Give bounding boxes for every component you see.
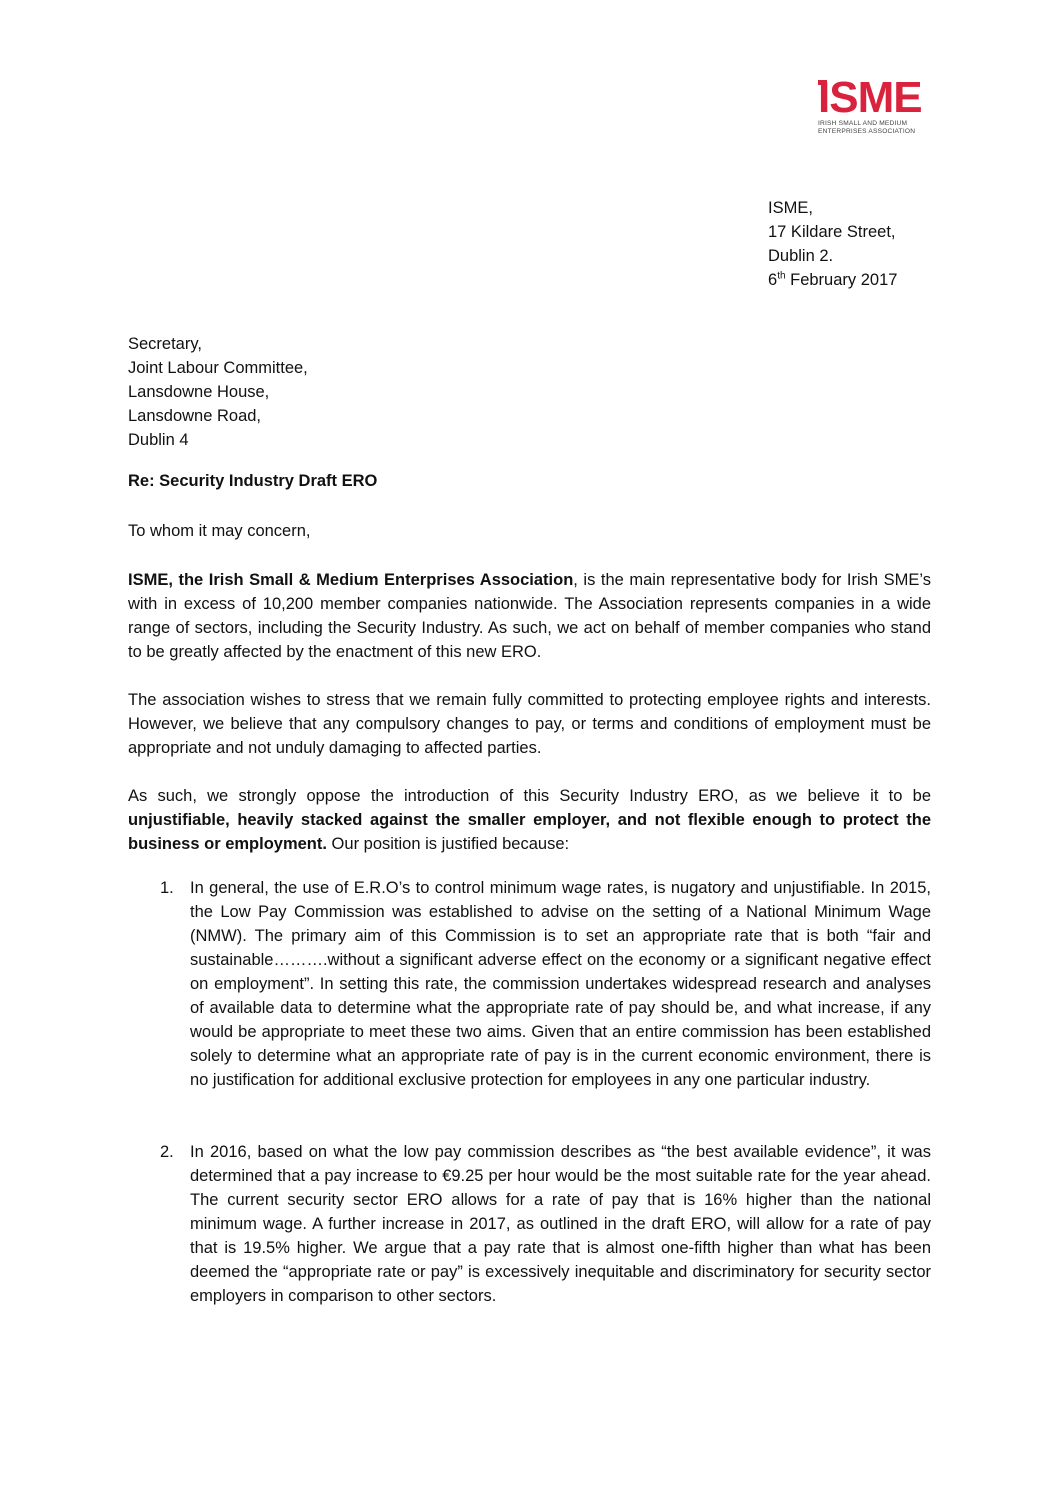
position-bold: unjustifiable, heavily stacked against the smaller employer, and not flexible enough to protect the business or employment. [128,811,931,853]
list-item-text: In general, the use of E.R.O’s to control minimum wage rates, is nugatory and unjustifiable. In 2015, the Low Pay Commission was established to advise on the setting of a National Minimum Wage (NMW). The primary aim of this Commission is to set an appropriate rate that is both “fair and sustainable……….without a significant adverse effect on the economy or a significant negative effect on employment”. In setting this rate, the commission undertakes widespread research and analyses of available data to determine what the appropriate rate of pay should be, and what increase, if any would be appropriate to meet these two aims. Given that an entire commission has been established solely to determine what an appropriate rate of pay is in the current economic environment, there is no justification for additional exclusive protection for employees in any one particular industry. [190,879,931,1089]
logo-subtitle: IRISH SMALL AND MEDIUM ENTERPRISES ASSOCIATION [818,120,916,135]
recipient-line-2: Joint Labour Committee, [128,359,308,377]
list-item-text: In 2016, based on what the low pay commission describes as “the best available evidence”, it was determined that a pay increase to €9.25 per hour would be the most suitable rate for the year ahead. The current security sector ERO allows for a rate of pay that is 16% higher than the national minimum wage. A further increase in 2017, as outlined in the draft ERO, will allow for a rate of pay that is 19.5% higher. We argue that a pay rate that is almost one-fifth higher than what has been deemed the “appropriate rate or pay” is excessively inequitable and discriminatory for security sector employers in comparison to other sectors. [190,1143,931,1305]
date-suffix: th [777,270,786,282]
letter-greeting: To whom it may concern, [128,522,311,540]
position-lead: As such, we strongly oppose the introduction of this Security Industry ERO, as we believe it to be [128,787,931,805]
recipient-line-4: Lansdowne Road, [128,407,262,425]
intro-bold: ISME, the Irish Small & Medium Enterprises Association [128,571,574,589]
intro-text: , is the main representative body for Irish SME’s with in excess of 10,200 member companies nationwide. The Association represents companies in a wide range of sectors, including the Security Industry. As such, we act on behalf of member companies who stand to be greatly affected by the enactment of this new ERO. [128,571,931,661]
recipient-address [128,332,308,452]
paragraph-commitment: The association wishes to stress that we remain fully committed to protecting employee rights and interests. However, we believe that any compulsory changes to pay, or terms and conditions of employment must be appropriate and not unduly damaging to affected parties. [128,691,931,757]
date-day: 6 [768,271,778,289]
isme-logo [808,73,928,142]
sender-line-3: Dublin 2. [768,247,834,265]
sender-line-2: 17 Kildare Street, [768,223,896,241]
date-rest: February 2017 [785,271,898,289]
paragraph-position [128,784,931,856]
list-item [128,876,931,1092]
list-item-number: 2. [160,1143,174,1161]
letter-subject: Re: Security Industry Draft ERO [128,472,378,490]
recipient-line-3: Lansdowne House, [128,383,270,401]
sender-line-1: ISME, [768,199,813,217]
letter-date [768,268,897,292]
paragraph-intro [128,568,931,664]
recipient-line-5: Dublin 4 [128,431,189,449]
position-tail: Our position is justified because: [326,835,570,853]
sender-address [768,196,897,292]
list-item-number: 1. [160,879,174,897]
list-item [128,1140,931,1308]
logo-wordmark: ISME [818,73,922,122]
recipient-line-1: Secretary, [128,335,202,353]
